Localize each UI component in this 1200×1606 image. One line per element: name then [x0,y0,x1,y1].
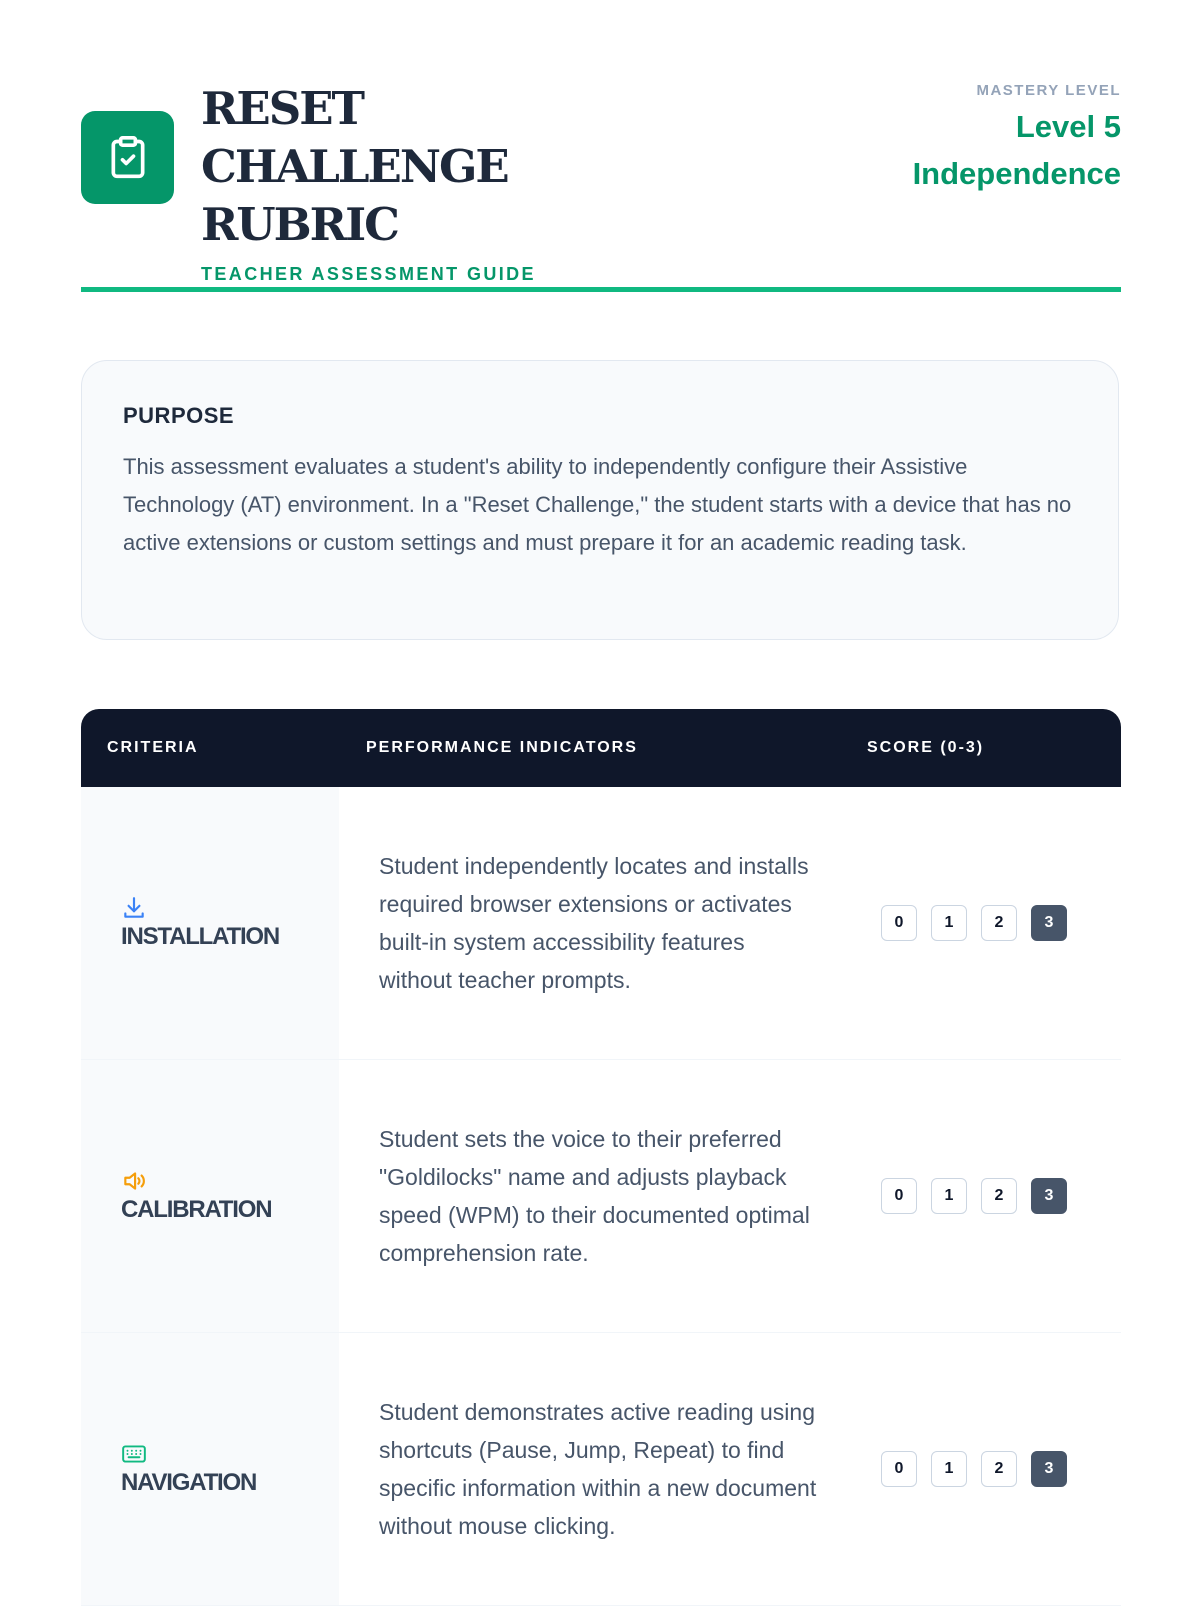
score-option-1[interactable]: 1 [931,1451,967,1487]
rubric-page [81,0,1121,1539]
score-option-0[interactable]: 0 [881,1178,917,1214]
table-header [81,709,1121,787]
score-option-2[interactable]: 2 [981,905,1017,941]
score-options [881,1451,1067,1487]
score-option-0[interactable]: 0 [881,905,917,941]
criteria-name: NAVIGATION [121,1469,257,1496]
mastery-label: MASTERY LEVEL [976,82,1121,99]
header [81,0,1121,295]
score-option-3[interactable]: 3 [1031,905,1067,941]
score-option-1[interactable]: 1 [931,905,967,941]
title-block [201,80,671,285]
header-performance-indicators: PERFORMANCE INDICATORS [366,739,638,756]
criteria-name: CALIBRATION [121,1196,272,1223]
volume-icon [121,1168,147,1194]
mastery-value: Level 5 Independence [912,109,1121,191]
criteria-cell [81,1333,339,1605]
score-option-1[interactable]: 1 [931,1178,967,1214]
header-score: SCORE (0-3) [867,739,985,756]
performance-indicator: Student demonstrates active reading using shortcuts (Pause, Jump, Repeat) to find specific information within a new document without mouse clicking. [379,1399,817,1539]
score-option-3[interactable]: 3 [1031,1178,1067,1214]
score-options [881,1178,1067,1214]
performance-indicator: Student independently locates and installs required browser extensions or activates built-in system accessibility features without teacher prompts. [379,853,809,993]
header-criteria: CRITERIA [107,739,199,756]
score-option-3[interactable]: 3 [1031,1451,1067,1487]
performance-indicator: Student sets the voice to their preferred "Goldilocks" name and adjusts playback speed (WPM) to their documented optimal comprehension rate. [379,1126,810,1266]
header-divider [81,287,1121,292]
clipboard-check-icon [106,134,150,182]
purpose-card [81,360,1119,640]
page-subtitle: TEACHER ASSESSMENT GUIDE [201,264,536,284]
download-icon [121,895,147,921]
keyboard-icon [121,1441,147,1467]
score-options [881,905,1067,941]
criteria-cell [81,1060,339,1332]
logo [81,111,174,204]
table-row [81,1060,1121,1333]
criteria-cell [81,787,339,1059]
score-option-2[interactable]: 2 [981,1451,1017,1487]
table-row [81,787,1121,1060]
table-row [81,1333,1121,1606]
page-title: RESET CHALLENGE RUBRIC [201,82,508,251]
score-option-0[interactable]: 0 [881,1451,917,1487]
purpose-text: This assessment evaluates a student's ability to independently configure their Assistive Technology (AT) environment. In a "Reset Challenge," the student starts with a device that has no active extensions or custom settings and must prepare it for an academic reading task. [123,454,1072,555]
score-option-2[interactable]: 2 [981,1178,1017,1214]
rubric-table [81,709,1121,1606]
purpose-title: PURPOSE [123,403,235,428]
criteria-name: INSTALLATION [121,923,280,950]
mastery-level [861,82,1121,197]
